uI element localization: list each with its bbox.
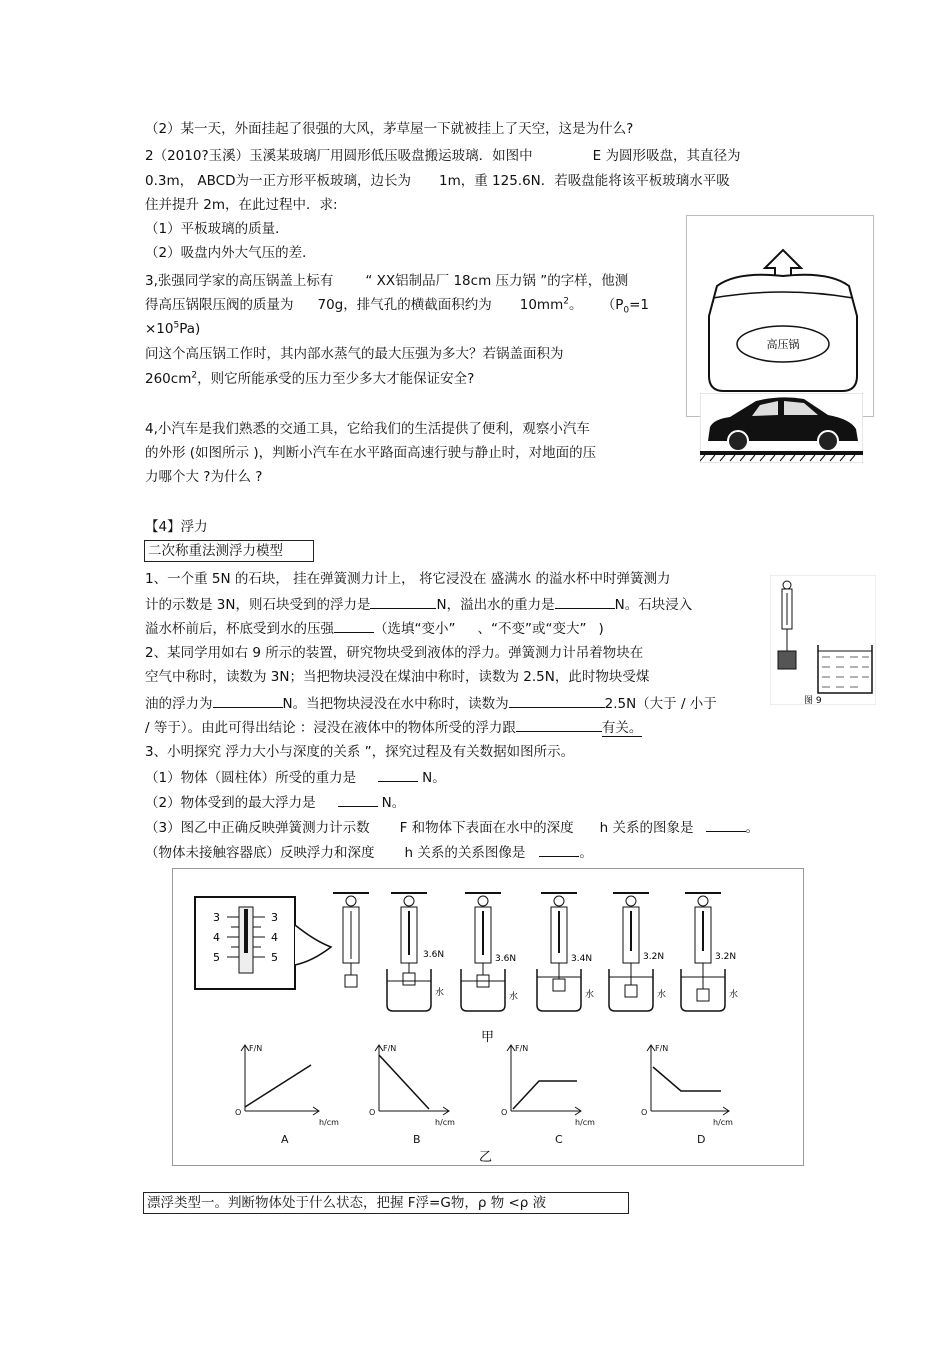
graph-letter: A: [281, 1133, 289, 1146]
q1-line3: 溢水杯前后，杯底受到水的压强 （选填“变小” 、“不变”或“变大” ): [145, 618, 604, 638]
problem-4-line2: 的外形 (如图所示 )，判断小汽车在水平路面高速行驶与静止时，对地面的压: [145, 445, 597, 461]
origin-label: O: [235, 1108, 242, 1117]
answer-blank[interactable]: [516, 717, 602, 732]
cooker-label: 高压锅: [766, 338, 800, 351]
experiment-figure: [172, 868, 804, 1166]
reading-label: 3.6N: [423, 950, 445, 960]
axis-label: h/cm: [575, 1118, 595, 1127]
text-line: （2）某一天，外面挂起了很强的大风，茅草屋一下就被挂上了天空，这是为什么?: [145, 121, 634, 137]
axis-label: F/N: [383, 1044, 397, 1053]
q3-sub1: （1）物体（圆柱体）所受的重力是 N。: [145, 767, 446, 787]
answer-blank[interactable]: [706, 817, 746, 832]
spring-scale-1: [343, 896, 359, 987]
section-heading: 【4】浮力: [145, 519, 208, 535]
q3-line1: 3、小明探究 浮力大小与深度的关系 ”，探究过程及有关数据如图所示。: [145, 744, 575, 760]
spring-scale-beaker-drawing: [770, 575, 876, 705]
inset-tick: 5: [271, 951, 278, 964]
problem-3-line4: 问这个高压锅工作时，其内部水蒸气的最大压强为多大？若锅盖面积为: [145, 346, 564, 362]
problem-2-q2: （2）吸盘内外大气压的差．: [145, 245, 316, 261]
q1-line1: 1、一个重 5N 的石块， 挂在弹簧测力计上， 将它浸没在 盛满水 的溢水杯中时弹簧测力: [145, 571, 671, 587]
problem-4-line1: 4,小汽车是我们熟悉的交通工具，它给我们的生活提供了便利，观察小汽车: [145, 421, 590, 437]
problem-3-line5: $260cm^2$，则它所能承受的压力至少多大才能保证安全?: [145, 370, 475, 387]
reading-label: 3.2N: [643, 952, 665, 962]
figure-9: [770, 575, 876, 705]
car-drawing: [700, 393, 863, 463]
problem-2-line3: 住并提升 2m，在此过程中．求:: [145, 197, 338, 213]
origin-label: O: [641, 1108, 648, 1117]
car-wheel: [728, 431, 748, 451]
figure-jia-label: 甲: [481, 1030, 495, 1045]
figure-9-caption: 图 9: [804, 696, 822, 705]
model-box-label: 二次称重法测浮力模型: [144, 540, 314, 562]
graph-d: [647, 1045, 729, 1115]
problem-3-line1: 3,张强同学家的高压锅盖上标有 “ XX铝制品厂 18cm 压力锅 ”的字样，他测: [145, 273, 629, 289]
answer-blank[interactable]: [509, 693, 605, 708]
q2-line3: 油的浮力为 N。当把物块浸没在水中称时，读数为 2.5N（大于 / 小于: [145, 693, 717, 713]
answer-blank[interactable]: [378, 767, 418, 782]
answer-blank[interactable]: [338, 792, 378, 807]
graph-c: [507, 1045, 581, 1115]
problem-4-line3: 力哪个大 ?为什么 ?: [145, 469, 263, 485]
answer-blank[interactable]: [555, 594, 615, 609]
axis-label: h/cm: [319, 1118, 339, 1127]
inset-tick: 4: [213, 931, 220, 944]
problem-3-line2: 得高压锅限压阀的质量为 70g，排气孔的横截面积约为 $10mm^2$。 （$P_0=1$: [145, 296, 650, 316]
q1-line2: 计的示数是 3N，则石块受到的浮力是 N，溢出水的重力是 N。石块浸入: [145, 594, 692, 614]
inset-tick: 3: [213, 911, 220, 924]
inset-bubble: [295, 925, 331, 965]
graph-letter: B: [413, 1133, 421, 1146]
problem-3-line3: $\times 10^5Pa$): [145, 320, 201, 337]
problem-2-q1: （1）平板玻璃的质量．: [145, 221, 289, 237]
q2-line1: 2、某同学用如右 9 所示的装置，研究物块受到液体的浮力。弹簧测力计吊着物块在: [145, 645, 644, 661]
q3-sub3: （3）图乙中正确反映弹簧测力计示数 F 和物体下表面在水中的深度 h 关系的图象是 。: [145, 817, 759, 837]
axis-label: h/cm: [713, 1118, 733, 1127]
reading-label: 3.4N: [571, 954, 593, 964]
water-label: 水: [657, 990, 667, 1000]
water-label: 水: [435, 988, 445, 998]
car-figure: [700, 393, 863, 463]
origin-label: O: [501, 1108, 508, 1117]
floating-type-box: 漂浮类型一。判断物体处于什么状态，把握 F浮=G物，ρ 物 <ρ 液: [143, 1192, 629, 1214]
water-label: 水: [585, 990, 595, 1000]
problem-2-line2: 0.3m， ABCD为一正方形平板玻璃，边长为 1m，重 125.6N．若吸盘能将该平板玻璃水平吸: [145, 173, 730, 189]
reading-label: 3.6N: [495, 954, 517, 964]
inset-tick: 5: [213, 951, 220, 964]
q2-line2: 空气中称时，读数为 3N；当把物块浸没在煤油中称时，读数为 2.5N，此时物块受煤: [145, 669, 650, 685]
experiment-drawing: [173, 869, 803, 1165]
car-wheel: [818, 431, 838, 451]
cooker-drawing: [687, 216, 873, 416]
graph-letter: C: [555, 1133, 563, 1146]
axis-label: F/N: [249, 1044, 263, 1053]
answer-blank[interactable]: [539, 842, 579, 857]
axis-label: F/N: [655, 1044, 669, 1053]
q3-sub2: （2）物体受到的最大浮力是 N。: [145, 792, 405, 812]
q2-line4: / 等于）。由此可得出结论 ：浸没在液体中的物体所受的浮力跟 有关。: [145, 717, 642, 737]
answer-blank[interactable]: [213, 693, 283, 708]
answer-blank[interactable]: [334, 618, 374, 633]
water-label: 水: [729, 990, 739, 1000]
axis-label: h/cm: [435, 1118, 455, 1127]
suction-cooker-figure: [686, 215, 874, 417]
figure-yi-label: 乙: [479, 1150, 493, 1165]
inset-tick: 4: [271, 931, 278, 944]
axis-label: F/N: [515, 1044, 529, 1053]
inset-tick: 3: [271, 911, 278, 924]
road-line: [700, 451, 863, 455]
block: [778, 651, 796, 669]
answer-blank[interactable]: [370, 594, 436, 609]
q3-sub4: （物体未接触容器底）反映浮力和深度 h 关系的关系图像是 。: [145, 842, 593, 862]
graph-letter: D: [697, 1133, 706, 1146]
problem-2-line1: 2（2010?玉溪）玉溪某玻璃厂用圆形低压吸盘搬运玻璃．如图中 E 为圆形吸盘，其直径为: [145, 148, 741, 164]
water-label: 水: [509, 992, 519, 1002]
reading-label: 3.2N: [715, 952, 737, 962]
graph-a: [241, 1045, 319, 1115]
graph-b: [375, 1045, 449, 1115]
origin-label: O: [369, 1108, 376, 1117]
